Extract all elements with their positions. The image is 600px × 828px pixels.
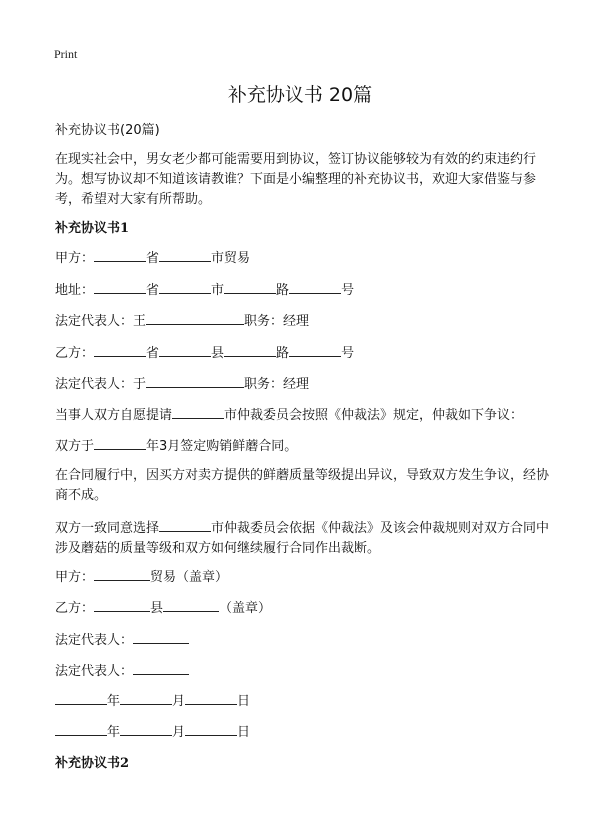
blank-field[interactable] xyxy=(224,342,276,357)
blank-field[interactable] xyxy=(224,279,276,294)
blank-field[interactable] xyxy=(94,435,146,450)
text: 双方于 xyxy=(55,439,95,454)
address-line xyxy=(55,279,354,301)
text: 市仲裁委员会按照《仲裁法》规定，仲裁如下争议： xyxy=(224,408,524,423)
blank-field[interactable] xyxy=(172,404,224,419)
document-subtitle: 补充协议书(20篇) xyxy=(55,123,160,138)
city-trade-label: 市贸易 xyxy=(211,251,251,266)
blank-field[interactable] xyxy=(159,247,211,262)
text: 年 xyxy=(107,725,121,740)
agreement-paragraph xyxy=(55,517,555,559)
blank-field[interactable] xyxy=(94,597,150,612)
county-label: 县 xyxy=(211,346,225,361)
intro-paragraph: 在现实社会中，男女老少都可能需要用到协议，签订协议能够较为有效的约束违约行为。想写协议却不知道该请教谁？下面是小编整理的补充协议书，欢迎大家借鉴与参考，希望对大家有所帮助。 xyxy=(55,152,537,207)
blank-field[interactable] xyxy=(146,373,244,388)
dispute-paragraph: 在合同履行中，因买方对卖方提供的鲜蘑质量等级提出异议，导致双方发生争议，经协商不成。 xyxy=(55,468,550,503)
road-label: 路 xyxy=(276,283,290,298)
blank-field[interactable] xyxy=(55,690,107,705)
party-b-label: 乙方： xyxy=(55,346,95,361)
rep-a-line xyxy=(55,310,309,332)
document-title: 补充协议书 20篇 xyxy=(227,84,373,106)
section-heading-2: 补充协议书2 xyxy=(55,756,130,771)
party-a-line xyxy=(55,247,250,269)
blank-field[interactable] xyxy=(133,660,189,675)
blank-field[interactable] xyxy=(163,597,219,612)
text: 月 xyxy=(172,694,186,709)
blank-field[interactable] xyxy=(159,517,211,532)
position-label: 职务：经理 xyxy=(244,377,310,392)
blank-field[interactable] xyxy=(94,342,146,357)
blank-field[interactable] xyxy=(159,342,211,357)
date-2-line xyxy=(55,721,250,743)
legal-rep-2-line xyxy=(55,660,189,682)
text: 年 xyxy=(107,694,121,709)
date-1-line xyxy=(55,690,250,712)
text: 甲方： xyxy=(55,570,95,585)
blank-field[interactable] xyxy=(55,721,107,736)
sign-a-line xyxy=(55,566,228,588)
blank-field[interactable] xyxy=(120,690,172,705)
position-label: 职务：经理 xyxy=(244,314,310,329)
text: 市仲裁委员会依据《仲裁法》及该会仲裁规则对双方合同中涉及蘑菇的质量等级和双方如何继续履行合同作出裁断。 xyxy=(55,521,550,556)
text: 当事人双方自愿提请 xyxy=(55,408,173,423)
blank-field[interactable] xyxy=(289,342,341,357)
number-label: 号 xyxy=(341,346,355,361)
section-heading-1: 补充协议书1 xyxy=(55,221,130,236)
address-label: 地址： xyxy=(55,283,95,298)
rep-b-label: 法定代表人：于 xyxy=(55,377,147,392)
blank-field[interactable] xyxy=(159,279,211,294)
sign-b-line xyxy=(55,597,271,619)
blank-field[interactable] xyxy=(133,629,189,644)
province-label: 省 xyxy=(146,251,160,266)
text: 月 xyxy=(172,725,186,740)
text: 法定代表人： xyxy=(55,664,134,679)
number-label: 号 xyxy=(341,283,355,298)
party-b-line xyxy=(55,342,354,364)
text: （盖章） xyxy=(219,601,272,616)
text: 法定代表人： xyxy=(55,633,134,648)
blank-field[interactable] xyxy=(120,721,172,736)
rep-b-line xyxy=(55,373,309,395)
road-label: 路 xyxy=(276,346,290,361)
blank-field[interactable] xyxy=(94,279,146,294)
text: 日 xyxy=(237,725,251,740)
province-label: 省 xyxy=(146,283,160,298)
arbitration-request-line xyxy=(55,404,523,426)
text: 双方一致同意选择 xyxy=(55,521,160,536)
print-link[interactable]: Print xyxy=(54,47,78,61)
rep-a-label: 法定代表人：王 xyxy=(55,314,147,329)
blank-field[interactable] xyxy=(185,721,237,736)
blank-field[interactable] xyxy=(185,690,237,705)
text: 县 xyxy=(150,601,164,616)
blank-field[interactable] xyxy=(289,279,341,294)
blank-field[interactable] xyxy=(94,566,150,581)
text: 年3月签定购销鲜蘑合同。 xyxy=(146,439,298,454)
province-label: 省 xyxy=(146,346,160,361)
text: 日 xyxy=(237,694,251,709)
text: 贸易（盖章） xyxy=(150,570,229,585)
blank-field[interactable] xyxy=(146,310,244,325)
legal-rep-1-line xyxy=(55,629,189,651)
party-a-label: 甲方： xyxy=(55,251,95,266)
text: 乙方： xyxy=(55,601,95,616)
contract-signed-line xyxy=(55,435,297,457)
blank-field[interactable] xyxy=(94,247,146,262)
city-label: 市 xyxy=(211,283,225,298)
